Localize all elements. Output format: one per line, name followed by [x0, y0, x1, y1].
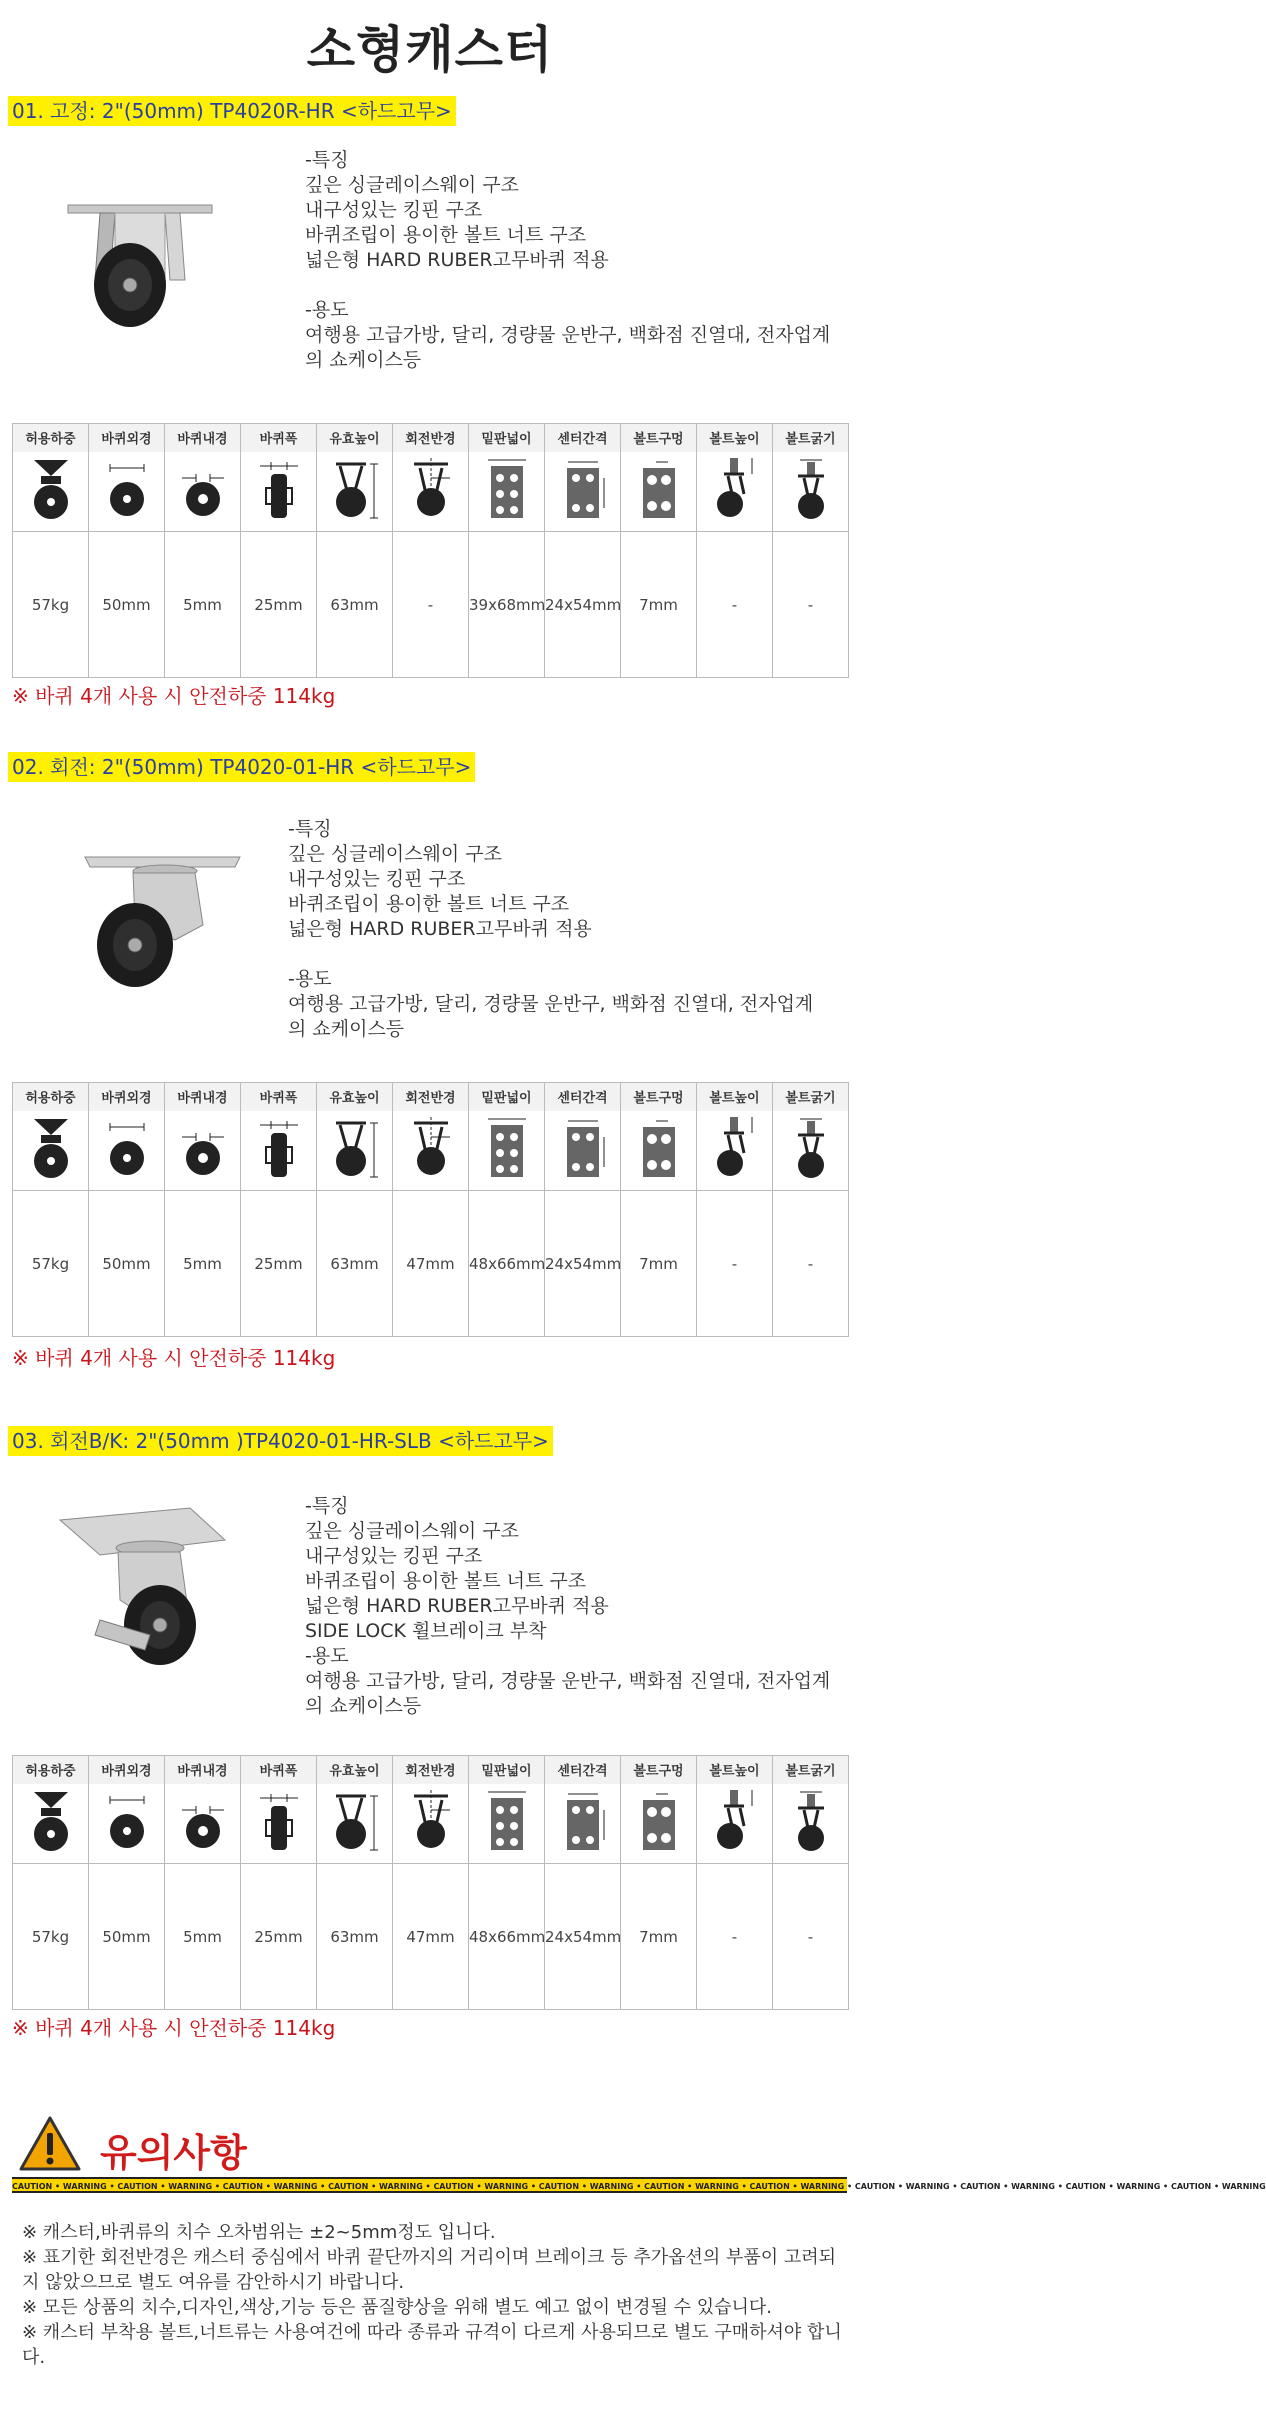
spec-header-cell: 볼트굵기: [773, 424, 849, 452]
bolt-hole-icon: [634, 1168, 684, 1187]
spacer: [305, 273, 830, 298]
spec-header-cell: 회전반경: [393, 1756, 469, 1784]
spec-header-cell: 볼트굵기: [773, 1756, 849, 1784]
spec-header-cell: 허용하중: [13, 1083, 89, 1111]
spec-header-cell: 바퀴내경: [165, 1083, 241, 1111]
feature-line: 넓은형 HARD RUBER고무바퀴 적용: [305, 1595, 609, 1617]
swivel-brake-caster-image: [40, 1500, 240, 1680]
feature-line: 의 쇼케이스등: [288, 1018, 405, 1040]
product-heading: 02. 회전: 2"(50mm) TP4020-01-HR <하드고무>: [8, 752, 475, 782]
spec-header-cell: 회전반경: [393, 1083, 469, 1111]
plate-size-icon: [482, 509, 532, 528]
spec-icon-cell: [13, 1111, 89, 1191]
spec-header-cell: 유효높이: [317, 1083, 393, 1111]
spec-value-cell: 7mm: [621, 1191, 697, 1337]
spec-icon-cell: [241, 1111, 317, 1191]
feature-line: -용도: [305, 299, 349, 321]
spec-icon-cell: [773, 1784, 849, 1864]
feature-line: 깊은 싱글레이스웨이 구조: [305, 1520, 519, 1542]
feature-line: 여행용 고급가방, 달리, 경량물 운반구, 백화점 진열대, 전자업계: [288, 993, 814, 1015]
spec-icon-cell: [317, 1111, 393, 1191]
height-icon: [330, 1841, 380, 1860]
spec-header-cell: 유효높이: [317, 1756, 393, 1784]
spec-icon-cell: [393, 1784, 469, 1864]
bolt-thickness-icon: [786, 1841, 836, 1860]
caution-note: ※ 캐스터 부착용 볼트,너트류는 사용여건에 따라 종류과 규격이 다르게 사용되므로 별도 구매하셔야 합니다.: [22, 2322, 842, 2368]
load-icon: [26, 509, 76, 528]
feature-line: -용도: [305, 1645, 349, 1667]
wheel-width-icon: [254, 509, 304, 528]
swivel-radius-icon: [406, 1168, 456, 1187]
spec-value-cell: 50mm: [89, 532, 165, 678]
spec-value-cell: 24x54mm: [545, 532, 621, 678]
spec-icon-cell: [393, 1111, 469, 1191]
spec-value-cell: 5mm: [165, 532, 241, 678]
spec-icon-cell: [317, 1784, 393, 1864]
plate-size-icon: [482, 1841, 532, 1860]
spec-value-cell: 39x68mm: [469, 532, 545, 678]
safe-load-note: ※ 바퀴 4개 사용 시 안전하중 114kg: [12, 1346, 336, 1370]
spec-header-cell: 센터간격: [545, 1083, 621, 1111]
spec-icon-cell: [697, 452, 773, 532]
spec-value-cell: 63mm: [317, 532, 393, 678]
feature-line: 깊은 싱글레이스웨이 구조: [305, 174, 519, 196]
bolt-height-icon: [710, 1168, 760, 1187]
bolt-height-icon: [710, 1841, 760, 1860]
caution-stripe: CAUTION • WARNING • CAUTION • WARNING • CAUTION • WARNING • CAUTION • WARNING • CAUTION • WARNING • CAUTION • WARNING • CAUTION • WARNING • CAUTION • WARNING • CAUTION • WARNING • CAUTION • WARNING • CAUTION • WARNING • CAUTION • WARNING: [12, 2177, 847, 2193]
product-heading: 01. 고정: 2"(50mm) TP4020R-HR <하드고무>: [8, 96, 456, 126]
spec-header-cell: 볼트높이: [697, 1083, 773, 1111]
spec-header-cell: 바퀴내경: [165, 424, 241, 452]
swivel-radius-icon: [406, 509, 456, 528]
spec-header-cell: 바퀴외경: [89, 1083, 165, 1111]
spec-value-cell: -: [773, 532, 849, 678]
spec-value-cell: 57kg: [13, 1864, 89, 2010]
spec-value-cell: 47mm: [393, 1864, 469, 2010]
product-heading: 03. 회전B/K: 2"(50mm )TP4020-01-HR-SLB <하드고무>: [8, 1426, 553, 1456]
feature-line: -용도: [288, 968, 332, 990]
spec-header-cell: 밑판넓이: [469, 1083, 545, 1111]
spec-header-cell: 바퀴외경: [89, 1756, 165, 1784]
spec-icon-cell: [469, 1784, 545, 1864]
feature-line: 여행용 고급가방, 달리, 경량물 운반구, 백화점 진열대, 전자업계: [305, 1670, 831, 1692]
spec-icon-cell: [545, 452, 621, 532]
spec-icon-cell: [165, 452, 241, 532]
bolt-hole-icon: [634, 509, 684, 528]
spec-header-cell: 바퀴폭: [241, 1083, 317, 1111]
height-icon: [330, 1168, 380, 1187]
wheel-outer-icon: [102, 1841, 152, 1860]
spec-value-cell: 63mm: [317, 1191, 393, 1337]
feature-line: 여행용 고급가방, 달리, 경량물 운반구, 백화점 진열대, 전자업계: [305, 324, 831, 346]
spec-value-cell: 57kg: [13, 1191, 89, 1337]
spec-header-cell: 밑판넓이: [469, 1756, 545, 1784]
feature-line: 의 쇼케이스등: [305, 1695, 422, 1717]
spec-icon-cell: [13, 452, 89, 532]
spec-header-cell: 볼트구멍: [621, 424, 697, 452]
spec-icon-cell: [89, 452, 165, 532]
spec-header-cell: 허용하중: [13, 424, 89, 452]
spec-icon-cell: [469, 452, 545, 532]
caution-title: 유의사항: [100, 2131, 247, 2175]
feature-line: 내구성있는 킹핀 구조: [288, 868, 466, 890]
wheel-inner-icon: [178, 509, 228, 528]
spec-icon-cell: [89, 1111, 165, 1191]
spec-value-cell: 7mm: [621, 532, 697, 678]
spec-icon-cell: [773, 1111, 849, 1191]
spec-icon-cell: [165, 1111, 241, 1191]
spec-header-cell: 허용하중: [13, 1756, 89, 1784]
spec-icon-cell: [621, 1111, 697, 1191]
spec-icon-cell: [697, 1111, 773, 1191]
feature-line: 바퀴조립이 용이한 볼트 너트 구조: [305, 1570, 587, 1592]
spec-header-cell: 유효높이: [317, 424, 393, 452]
spec-value-cell: 63mm: [317, 1864, 393, 2010]
spec-value-cell: 7mm: [621, 1864, 697, 2010]
caution-note: ※ 표기한 회전반경은 캐스터 중심에서 바퀴 끝단까지의 거리이며 브레이크 등 추가옵션의 부품이 고려되지 않았으므로 별도 여유를 감안하시기 바랍니다.: [22, 2247, 837, 2293]
wheel-inner-icon: [178, 1168, 228, 1187]
spec-icon-cell: [241, 452, 317, 532]
feature-line: 내구성있는 킹핀 구조: [305, 1545, 483, 1567]
spec-icon-cell: [469, 1111, 545, 1191]
warning-icon: [18, 2115, 82, 2173]
feature-line: 깊은 싱글레이스웨이 구조: [288, 843, 502, 865]
center-distance-icon: [558, 509, 608, 528]
spec-value-cell: 25mm: [241, 532, 317, 678]
spec-value-cell: 50mm: [89, 1864, 165, 2010]
swivel-radius-icon: [406, 1841, 456, 1860]
spec-table: [12, 1082, 849, 1337]
spec-icon-cell: [545, 1784, 621, 1864]
safe-load-note: ※ 바퀴 4개 사용 시 안전하중 114kg: [12, 2016, 336, 2040]
load-icon: [26, 1168, 76, 1187]
wheel-width-icon: [254, 1168, 304, 1187]
feature-line: 바퀴조립이 용이한 볼트 너트 구조: [288, 893, 570, 915]
feature-line: 넓은형 HARD RUBER고무바퀴 적용: [305, 249, 609, 271]
spec-header-cell: 볼트높이: [697, 424, 773, 452]
feature-line: 바퀴조립이 용이한 볼트 너트 구조: [305, 224, 587, 246]
bolt-thickness-icon: [786, 509, 836, 528]
wheel-width-icon: [254, 1841, 304, 1860]
spec-value-cell: 47mm: [393, 1191, 469, 1337]
feature-list: [305, 1494, 830, 1719]
plate-size-icon: [482, 1168, 532, 1187]
spacer: [288, 942, 813, 967]
spec-icon-cell: [545, 1111, 621, 1191]
spec-value-cell: -: [773, 1191, 849, 1337]
fixed-caster-image: [60, 185, 220, 335]
spec-icon-cell: [697, 1784, 773, 1864]
swivel-caster-image: [75, 845, 250, 995]
center-distance-icon: [558, 1168, 608, 1187]
spec-value-cell: 50mm: [89, 1191, 165, 1337]
wheel-outer-icon: [102, 1168, 152, 1187]
spec-value-cell: -: [697, 1191, 773, 1337]
feature-list: [305, 148, 830, 373]
spec-value-cell: 24x54mm: [545, 1191, 621, 1337]
bolt-hole-icon: [634, 1841, 684, 1860]
feature-line: -특징: [305, 149, 349, 171]
spec-icon-cell: [621, 452, 697, 532]
spec-header-cell: 바퀴폭: [241, 1756, 317, 1784]
spec-icon-cell: [89, 1784, 165, 1864]
load-icon: [26, 1841, 76, 1860]
spec-header-cell: 센터간격: [545, 1756, 621, 1784]
spec-header-cell: 바퀴폭: [241, 424, 317, 452]
feature-line: 넓은형 HARD RUBER고무바퀴 적용: [288, 918, 592, 940]
feature-line: -특징: [288, 818, 332, 840]
spec-header-cell: 회전반경: [393, 424, 469, 452]
spec-value-cell: -: [773, 1864, 849, 2010]
spec-table: [12, 423, 849, 678]
spec-icon-cell: [621, 1784, 697, 1864]
wheel-outer-icon: [102, 509, 152, 528]
spec-value-cell: -: [697, 1864, 773, 2010]
spec-value-cell: -: [697, 532, 773, 678]
bolt-height-icon: [710, 509, 760, 528]
feature-line: SIDE LOCK 휠브레이크 부착: [305, 1620, 547, 1642]
spec-value-cell: 25mm: [241, 1191, 317, 1337]
feature-line: 의 쇼케이스등: [305, 349, 422, 371]
spec-header-cell: 볼트높이: [697, 1756, 773, 1784]
safe-load-note: ※ 바퀴 4개 사용 시 안전하중 114kg: [12, 684, 336, 708]
spec-value-cell: 24x54mm: [545, 1864, 621, 2010]
spec-header-cell: 바퀴내경: [165, 1756, 241, 1784]
spec-value-cell: 57kg: [13, 532, 89, 678]
center-distance-icon: [558, 1841, 608, 1860]
wheel-inner-icon: [178, 1841, 228, 1860]
spec-icon-cell: [393, 452, 469, 532]
feature-line: 내구성있는 킹핀 구조: [305, 199, 483, 221]
spec-icon-cell: [13, 1784, 89, 1864]
spec-header-cell: 바퀴외경: [89, 424, 165, 452]
spec-icon-cell: [773, 452, 849, 532]
bolt-thickness-icon: [786, 1168, 836, 1187]
spec-icon-cell: [241, 1784, 317, 1864]
feature-line: -특징: [305, 1495, 349, 1517]
spec-table: [12, 1755, 849, 2010]
spec-value-cell: 48x66mm: [469, 1864, 545, 2010]
spec-value-cell: -: [393, 532, 469, 678]
spec-value-cell: 5mm: [165, 1191, 241, 1337]
height-icon: [330, 509, 380, 528]
spec-header-cell: 볼트굵기: [773, 1083, 849, 1111]
spec-value-cell: 5mm: [165, 1864, 241, 2010]
spec-header-cell: 볼트구멍: [621, 1756, 697, 1784]
spec-icon-cell: [165, 1784, 241, 1864]
spec-icon-cell: [317, 452, 393, 532]
spec-value-cell: 25mm: [241, 1864, 317, 2010]
caution-note: ※ 모든 상품의 치수,디자인,색상,기능 등은 품질향상을 위해 별도 예고 없이 변경될 수 있습니다.: [22, 2297, 772, 2318]
caution-notes: [22, 2220, 842, 2370]
spec-header-cell: 센터간격: [545, 424, 621, 452]
spec-header-cell: 밑판넓이: [469, 424, 545, 452]
spec-value-cell: 48x66mm: [469, 1191, 545, 1337]
feature-list: [288, 817, 813, 1042]
caution-note: ※ 캐스터,바퀴류의 치수 오차범위는 ±2~5mm정도 입니다.: [22, 2222, 496, 2243]
spec-header-cell: 볼트구멍: [621, 1083, 697, 1111]
page-title: 소형캐스터: [306, 21, 554, 79]
